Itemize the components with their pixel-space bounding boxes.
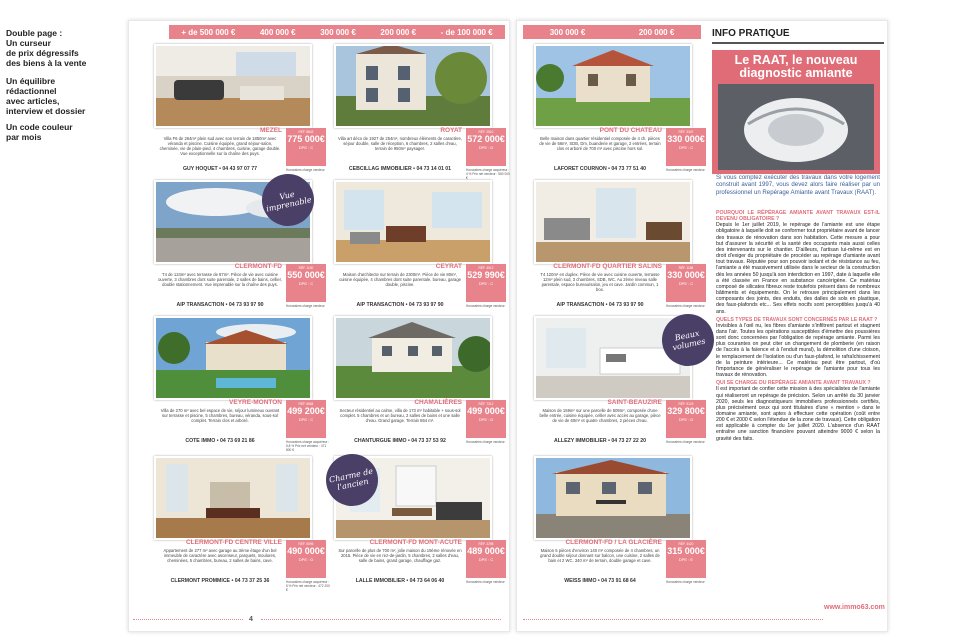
price-step: 200 000 € [380,27,417,37]
note-editorial [6,76,116,116]
listing-ref: RÉF. 2510 [478,130,494,134]
listing-location: CLERMONT-FD / LA GLACIÈRE [565,539,662,546]
price-step: 300 000 € [549,27,586,37]
price-badge [466,128,506,166]
price-badge [666,128,706,166]
listing-agency: ALLEZY IMMOBILIER • 04 73 27 22 20 [554,438,646,444]
listing-agency: LAFORET COURNON • 04 73 77 51 40 [553,166,647,172]
price-badge [666,540,706,578]
listing-fees: Honoraires charge vendeur [286,304,325,308]
listing-ref: RÉF. 7312 [478,402,494,406]
listing-price: 489 000€ [467,546,505,556]
page-number: 4 [249,616,253,623]
listing-location: CLERMONT-FD [234,263,282,270]
listing-location: CEYRAT [435,263,462,270]
price-badge [466,540,506,578]
listing-fees: Honoraires charge vendeur [666,168,705,172]
listing-dpe: DPE : C [478,557,494,562]
listing-description: Sur parcelle de plus de 700 m², jolie maison du 19ème rénovée en 2015. Pièce de vie en rez-de-jardin, 5 chambres, 2 salles d'eau, salle de bains, grand garage, chauffage gaz. [338,548,462,563]
stamp-view: Vue imprenable [257,169,319,231]
listing-agency: GUY HOQUET • 04 43 97 07 77 [182,166,258,172]
listing-card[interactable] [534,456,706,596]
price-step: + de 500 000 € [181,27,236,37]
note-double-page [6,28,116,68]
listing-description: Maison de 159m² sur une parcelle de 609m², composée d'une belle entrée, cuisine équipée, cellier avec accès au garage, pièce de vie de 60m² et quatre chambres, 2 pièces d'eau. [539,408,661,423]
price-badge [286,400,326,438]
price-badge [666,264,706,302]
listing-price: 315 000€ [667,546,705,556]
footer-rule [133,619,243,620]
listing-card[interactable] [154,44,326,184]
footer-rule [523,619,823,620]
listing-ref: RÉF. 4420 [678,542,694,546]
listing-location: VEYRE-MONTON [229,399,282,406]
listing-price: 330 000€ [667,270,705,280]
respirator-mask-image [718,84,874,170]
article-question: POURQUOI LE RÉPÉRAGE AMIANTE AVANT TRAVAUX EST-IL DEVENU OBLIGATOIRE ? [716,210,880,223]
listing-description: T4 120m² en duplex. Pièce de vie avec cuisine ouverte, terrasse 12m² plein sud, 3 chambres, SDB, WC. Au 2ème niveau salle parentale, espace bureau/salon, jeu et cave. Jardin commun, 1 box. [540,272,660,292]
listing-ref: RÉF. 6684 [298,402,314,406]
listing-fees: Honoraires charge vendeur [466,580,505,584]
listing-location: PONT DU CHATEAU [599,127,662,134]
listing-description: Secteur résidentiel au calme, villa de 173 m² habitable + sous-sol complet. 5 chambres et un bureau, 2 salles de bains et une salle d'eau. Grand garage. Terrain 864 m². [339,408,461,423]
listing-card[interactable] [334,316,506,456]
info-title-block [712,50,880,174]
listing-dpe: DPE : C [298,145,314,150]
listing-agency: CLERMONT PROMMICE • 04 73 37 25 36 [170,578,270,584]
property-photo [534,180,692,264]
listing-ref: RÉF. 4012 [478,266,494,270]
listing-ref: RÉF. 8842 [298,130,314,134]
price-badge [286,264,326,302]
listing-dpe: DPE : D [298,557,314,562]
listing-fees: Honoraires charge vendeur [466,304,505,308]
article-question: QUI SE CHARGE DU REPÉRAGE AMIANTE AVANT TRAVAUX ? [716,380,871,387]
listing-fees: Honoraires charge vendeur [666,580,705,584]
article-question: QUELS TYPES DE TRAVAUX SONT CONCERNÉS PAR LE RAAT ? [716,316,878,323]
listing-location: CLERMONT-FD CENTRE VILLE [185,539,282,546]
listing-dpe: DPE : C [298,417,314,422]
listing-agency: AIP TRANSACTION • 04 73 93 97 90 [556,302,644,308]
listing-dpe: DPE : D [478,145,494,150]
listing-fees: Honoraires charge acquéreur : 4 % Prix net vendeur : 550 000 € [466,168,510,180]
property-photo [534,44,692,128]
listing-agency: COTE IMMO • 04 73 69 21 86 [185,438,255,444]
listing-fees: Honoraires charge vendeur [286,168,325,172]
listing-description: Maison d'architecte sur terrain de 2300m². Pièce de vie 80m², cuisine équipée, 4 chambres dont suite parentale, bureau, garage double, piscine. [339,272,461,287]
listing-description: Maison 5 pièces d'environ 140 m² composée de 4 chambres, un grand double séjour donnant sur balcon, une cuisine, 2 salles de bain et 2 WC. 340 m² de terrain, double garage et cave. [540,548,660,563]
stamp-volumes: Beaux volumes [657,309,719,371]
listing-fees: Honoraires charge vendeur [466,440,505,444]
listing-location: CLERMONT-FD QUARTIER SALINS [553,263,662,270]
listing-price: 329 800€ [667,406,705,416]
info-article [716,208,880,442]
listing-dpe: DPE : C [678,145,694,150]
listing-price: 775 000€ [287,134,325,144]
listing-location: CLERMONT-FD MONT-ACUTE [369,539,462,546]
price-badge [286,540,326,578]
price-step: 200 000 € [638,27,675,37]
note-line: interview et dossier [6,106,86,116]
website-link[interactable]: www.immo63.com [824,604,885,611]
listing-ref: RÉF. 2298 [478,542,494,546]
price-cursor-bar [169,25,505,39]
listing-card[interactable] [534,180,706,320]
listing-card[interactable] [154,316,330,456]
listing-card[interactable] [534,44,706,184]
note-line: avec articles, [6,96,60,106]
note-line: Un code couleur [6,122,73,132]
listing-agency: WEISS IMMO • 04 73 91 68 64 [564,578,636,584]
listing-description: Villa de 270 m² avec bel espace de vie, séjour lumineux ouvrant sur terrasse et piscine, 5 chambres, bureau, véranda, sous-sol complet. Terrain clos et arboré. [160,408,280,423]
property-photo [334,180,492,264]
listing-dpe: DPE : C [298,281,314,286]
listing-location: MEZEL [259,127,282,134]
stamp-charm: Charme de l'ancien [321,449,383,511]
note-color-code [6,122,116,142]
info-title: Le RAAT, le nouveau diagnostic amiante [734,53,858,80]
listing-agency: LALLE IMMOBILIER • 04 73 64 06 40 [355,578,445,584]
note-line: Un curseur [6,38,51,48]
listing-dpe: DPE : C [478,281,494,286]
price-step: 400 000 € [259,27,296,37]
listing-location: ROYAT [440,127,462,134]
listing-ref: RÉF. 9123 [678,402,694,406]
listing-fees: Honoraires charge vendeur [666,304,705,308]
listing-dpe: DPE : D [678,417,694,422]
listing-agency: AIP TRANSACTION • 04 73 93 97 90 [356,302,444,308]
listing-agency: AIP TRANSACTION • 04 73 93 97 90 [176,302,264,308]
note-line: rédactionnel [6,86,57,96]
listing-ref: RÉF. 5096 [298,542,314,546]
listing-fees: Honoraires charge acquéreur : 5 % Prix net vendeur : 472 200 € [286,580,330,592]
listing-price: 499 200€ [287,406,325,416]
listing-price: 490 000€ [287,546,325,556]
listing-description: Belle maison dans quartier résidentiel composée de 4 ch. pièces de vie de 56m², SDB, Dm, buanderie et garage, 2 entrées, terrain clos et arboré de 700 m² avec piscine hors sol. [539,136,661,151]
listing-dpe: DPE : C [678,281,694,286]
note-line: Un équilibre [6,76,56,86]
listing-card[interactable] [334,44,510,184]
info-intro: Si vous comptez exécuter des travaux dans votre logement construit avant 1997, vous devez alors faire réaliser par un professionnel un Repérage Amiante avant Travaux (RAAT). [716,174,880,196]
price-badge [286,128,326,166]
footer-rule [261,619,501,620]
listing-agency: CHANTURGUE IMMO • 04 73 37 53 92 [354,438,446,444]
property-photo [334,44,492,128]
listing-card[interactable] [154,456,330,596]
note-line: par mois [6,132,42,142]
note-line: de prix dégressifs [6,48,79,58]
listing-ref: RÉF. 3347 [678,130,694,134]
listing-dpe: DPE : D [478,417,494,422]
listing-fees: Honoraires charge acquéreur : 5,8 % Prix net vendeur : 471 800 € [286,440,330,452]
article-paragraph: Invisibles à l'œil nu, les fibres d'amiante s'infiltrent partout et stagnent dans l'air. Toutes les opérations susceptibles d'émettre des poussières sont donc concernées par l'obligation de repérage amiante. Parmi les plus courantes on peut citer un changement de plomberie (en raison de l'accès à la faïence et à l'enduit mural), la démolition d'une cloison, le remplacement de l'isolation ou d'un faux-plafond, le rafraîchissement de la peinture intérieure... Ce matériau peut être partout, d'où l'importance de généraliser le repérage de l'amiante pour tous les travaux de rénovation. [716,322,880,379]
listing-ref: RÉF. 1130 [298,266,314,270]
listing-card[interactable] [334,180,506,320]
listing-location: SAINT-BEAUZIRE [607,399,662,406]
note-line: des biens à la vente [6,58,87,68]
listing-description: Villa F6 de 264m² plein sud avec son terrain de 1850m² avec véranda et piscine. Cuisine équipée, grand séjour-salon, cheminée, vie de plain-pied, 4 chambres, cuisine, garage double. Vue exceptionnelle sur la chaîne des puys. [159,136,281,156]
article-paragraph: Il est important de confier cette mission à des spécialistes de l'amiante qui réaliseront un repérage de précision. Selon un arrêté du 30 janvier 2020, seuls les diagnostiqueurs immobiliers professionnels certifiés, plus précisément ceux qui sont titulaires d'une « mention » dans le domaine amiante, sont aptes à effectuer cette opération (coût entre 200 € et 2000 € selon l'étendue de la zone de travaux). Cette obligation est applicable à compter du 1er juillet 2020. L'absence d'un RAAT entraîne une sanction financière pouvant atteindre 9000 € selon la gravité des faits. [716,386,880,442]
note-line: Double page : [6,28,63,38]
listing-fees: Honoraires charge vendeur [666,440,705,444]
property-photo [534,456,692,540]
listing-location: CHAMALIÈRES [414,399,462,406]
listing-agency: CEBCILLAG IMMOBILIER • 04 73 14 01 01 [348,166,452,172]
property-photo [154,44,312,128]
price-step: - de 100 000 € [440,27,493,37]
price-badge [666,400,706,438]
listing-dpe: DPE : E [678,557,694,562]
listing-price: 330 000€ [667,134,705,144]
listing-price: 499 000€ [467,406,505,416]
listing-price: 529 990€ [467,270,505,280]
listing-price: 550 000€ [287,270,325,280]
price-step: 300 000 € [320,27,356,37]
property-photo [154,456,312,540]
listing-ref: RÉF. 1188 [678,266,694,270]
price-badge [466,400,506,438]
property-photo [154,316,312,400]
property-photo [334,316,492,400]
listing-description: Villa art déco de 1927 de 254m², nombreux éléments de caractère, séjour double, salle de réception, 6 chambres, 2 salles d'eau, terrain de 950m² paysager. [338,136,462,151]
price-cursor-bar [523,25,701,39]
listing-price: 572 000€ [467,134,505,144]
listing-description: Appartement de 277 m² avec garage au 3ème étage d'un bel immeuble de caractère avec ascenseur, parquets, moulures, cheminées, 5 chambres, bureau, 2 salles de bains, cave. [163,548,277,563]
listing-description: T4 de 124m² avec terrasse de 87m². Pièce de vie avec cuisine ouverte, 3 chambres dont suite parentale, 2 salles de bains, cellier, double stationnement. Vue imprenable sur la chaîne des puys. [158,272,282,287]
info-header: INFO PRATIQUE [712,28,884,44]
article-paragraph: Depuis le 1er juillet 2019, le repérage de l'amiante est une étape obligatoire à laquelle doit se conformer tout propriétaire avant de lancer des travaux de rénovation dans son habitation. Cette mesure a pour but d'assurer la sécurité et la santé des occupants mais aussi celles des intervenants sur le chantier. D'ailleurs, l'artisan lui-même est en droit d'exiger du propriétaire de procéder au repérage d'amiante avant tout travaux. Réputée pour son pouvoir isolant et de résistance au feu, l'amiante a été massivement utilisée dans le secteur de la construction dès les années 50 jusqu'à son interdiction en 1997, date à laquelle elle a été classée en France en substance cancérigène. Ce matériau composé de silicates fibreux reste toutefois présent dans de nombreux bâtiments et équipements. On le retrouve principalement dans les composants des joints, des enduits, des dalles de sols en plastique, des faux-plafonds etc... Ses effets nocifs sont perceptibles jusqu'à 40 ans. [716,222,880,315]
price-badge [466,264,506,302]
